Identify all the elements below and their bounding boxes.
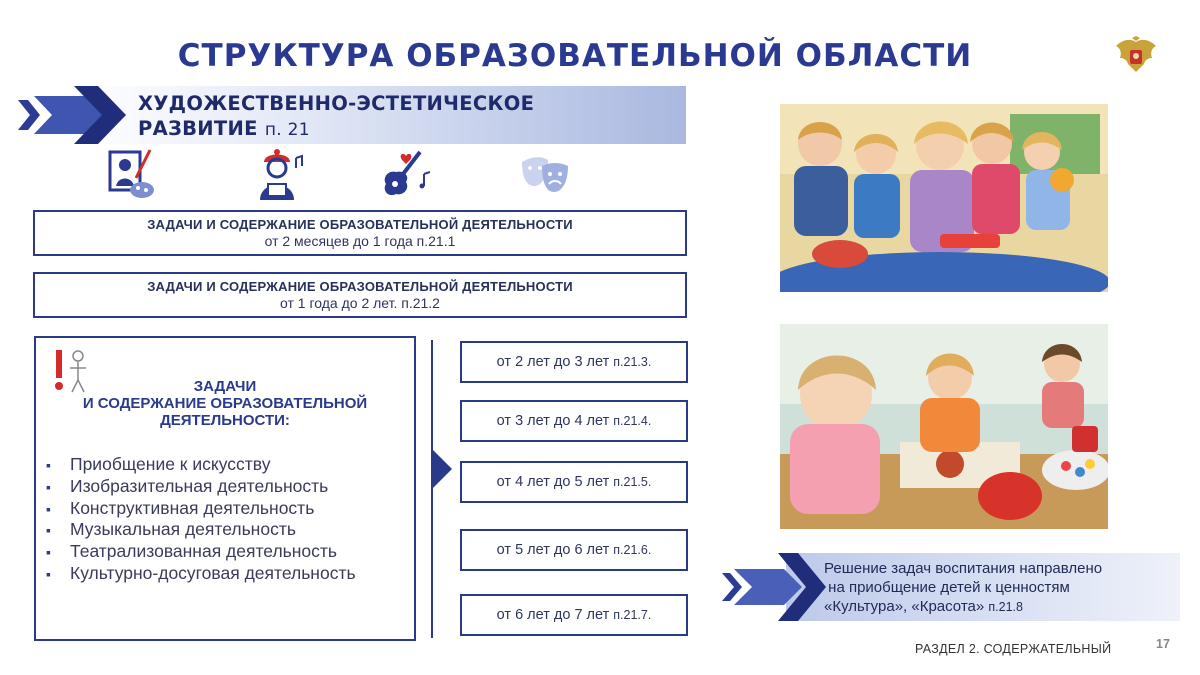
chevron-arrows-icon xyxy=(18,86,148,144)
age-ref: п.21.6. xyxy=(613,543,652,557)
list-item xyxy=(46,563,356,585)
painting-icon xyxy=(106,148,160,202)
content-box-infant xyxy=(33,210,687,256)
tasks-title-line3: ДЕЯТЕЛЬНОСТИ: xyxy=(160,412,290,429)
photo-children-painting xyxy=(780,324,1108,529)
chevron-arrows-icon xyxy=(718,553,828,621)
section-heading-line2: РАЗВИТИЕ xyxy=(138,117,258,140)
list-item-text: Театрализованная деятельность xyxy=(70,541,338,562)
slide-title: СТРУКТУРА ОБРАЗОВАТЕЛЬНОЙ ОБЛАСТИ xyxy=(177,38,973,74)
box-title: ЗАДАЧИ И СОДЕРЖАНИЕ ОБРАЗОВАТЕЛЬНОЙ ДЕЯТЕЛЬНОСТИ xyxy=(147,279,573,294)
bullet: ▪ xyxy=(46,565,51,582)
box-subtitle: от 2 месяцев до 1 года п.21.1 xyxy=(264,233,456,249)
list-item-text: Изобразительная деятельность xyxy=(70,475,329,496)
bullet: ▪ xyxy=(46,522,51,539)
tasks-title-line1: ЗАДАЧИ xyxy=(193,378,257,395)
section-ref: п. 21 xyxy=(264,120,310,140)
list-item-text: Культурно-досуговая деятельность xyxy=(70,562,356,583)
age-label: от 6 лет до 7 лет xyxy=(496,607,610,623)
connector-arrow-icon xyxy=(432,449,452,489)
list-item xyxy=(46,541,356,563)
connector-line xyxy=(431,340,433,638)
age-label: от 4 лет до 5 лет xyxy=(496,474,610,490)
list-item-text: Приобщение к искусству xyxy=(70,454,271,474)
section-banner xyxy=(18,86,686,144)
theater-masks-icon xyxy=(518,148,572,202)
bullet: ▪ xyxy=(46,500,51,517)
age-ref: п.21.5. xyxy=(613,475,652,489)
age-ref: п.21.3. xyxy=(613,355,652,369)
conclusion-ref: п.21.8 xyxy=(988,600,1023,614)
tasks-title xyxy=(36,378,414,429)
section-footer: РАЗДЕЛ 2. СОДЕРЖАТЕЛЬНЫЙ xyxy=(915,642,1112,656)
bullet: ▪ xyxy=(46,478,51,495)
section-heading-line1: ХУДОЖЕСТВЕННО-ЭСТЕТИЧЕСКОЕ xyxy=(138,92,535,115)
photo-children-music xyxy=(780,104,1108,292)
age-ref: п.21.4. xyxy=(613,414,652,428)
age-label: от 3 лет до 4 лет xyxy=(496,413,610,429)
conclusion-line1: Решение задач воспитания направлено xyxy=(824,560,1103,577)
activity-list xyxy=(46,454,356,585)
conclusion-line3: «Культура», «Красота» xyxy=(824,598,985,615)
list-item xyxy=(46,454,356,476)
age-group-box xyxy=(460,594,688,636)
age-ref: п.21.7. xyxy=(613,608,652,622)
tasks-title-line2: И СОДЕРЖАНИЕ ОБРАЗОВАТЕЛЬНОЙ xyxy=(82,395,368,412)
conclusion-text xyxy=(824,559,1102,617)
guitar-icon xyxy=(376,148,430,202)
content-box-toddler xyxy=(33,272,687,318)
box-title: ЗАДАЧИ И СОДЕРЖАНИЕ ОБРАЗОВАТЕЛЬНОЙ ДЕЯТЕЛЬНОСТИ xyxy=(147,217,573,232)
age-label: от 5 лет до 6 лет xyxy=(496,542,610,558)
age-group-box xyxy=(460,461,688,503)
age-group-box xyxy=(460,400,688,442)
list-item-text: Музыкальная деятельность xyxy=(70,519,296,540)
coat-of-arms-icon xyxy=(1112,36,1160,80)
bullet: ▪ xyxy=(46,457,51,473)
age-group-box xyxy=(460,341,688,383)
conclusion-line2: на приобщение детей к ценностям xyxy=(824,579,1070,596)
section-heading xyxy=(138,91,534,143)
bullet: ▪ xyxy=(46,544,51,561)
page-number: 17 xyxy=(1156,637,1170,651)
list-item xyxy=(46,519,356,541)
age-group-box xyxy=(460,529,688,571)
box-subtitle: от 1 года до 2 лет. п.21.2 xyxy=(280,295,440,311)
list-item xyxy=(46,498,356,520)
conclusion-banner xyxy=(718,553,1180,621)
age-label: от 2 лет до 3 лет xyxy=(496,354,610,370)
singing-child-icon xyxy=(250,148,304,202)
list-item xyxy=(46,476,356,498)
list-item-text: Конструктивная деятельность xyxy=(70,497,315,518)
tasks-box xyxy=(34,336,416,641)
